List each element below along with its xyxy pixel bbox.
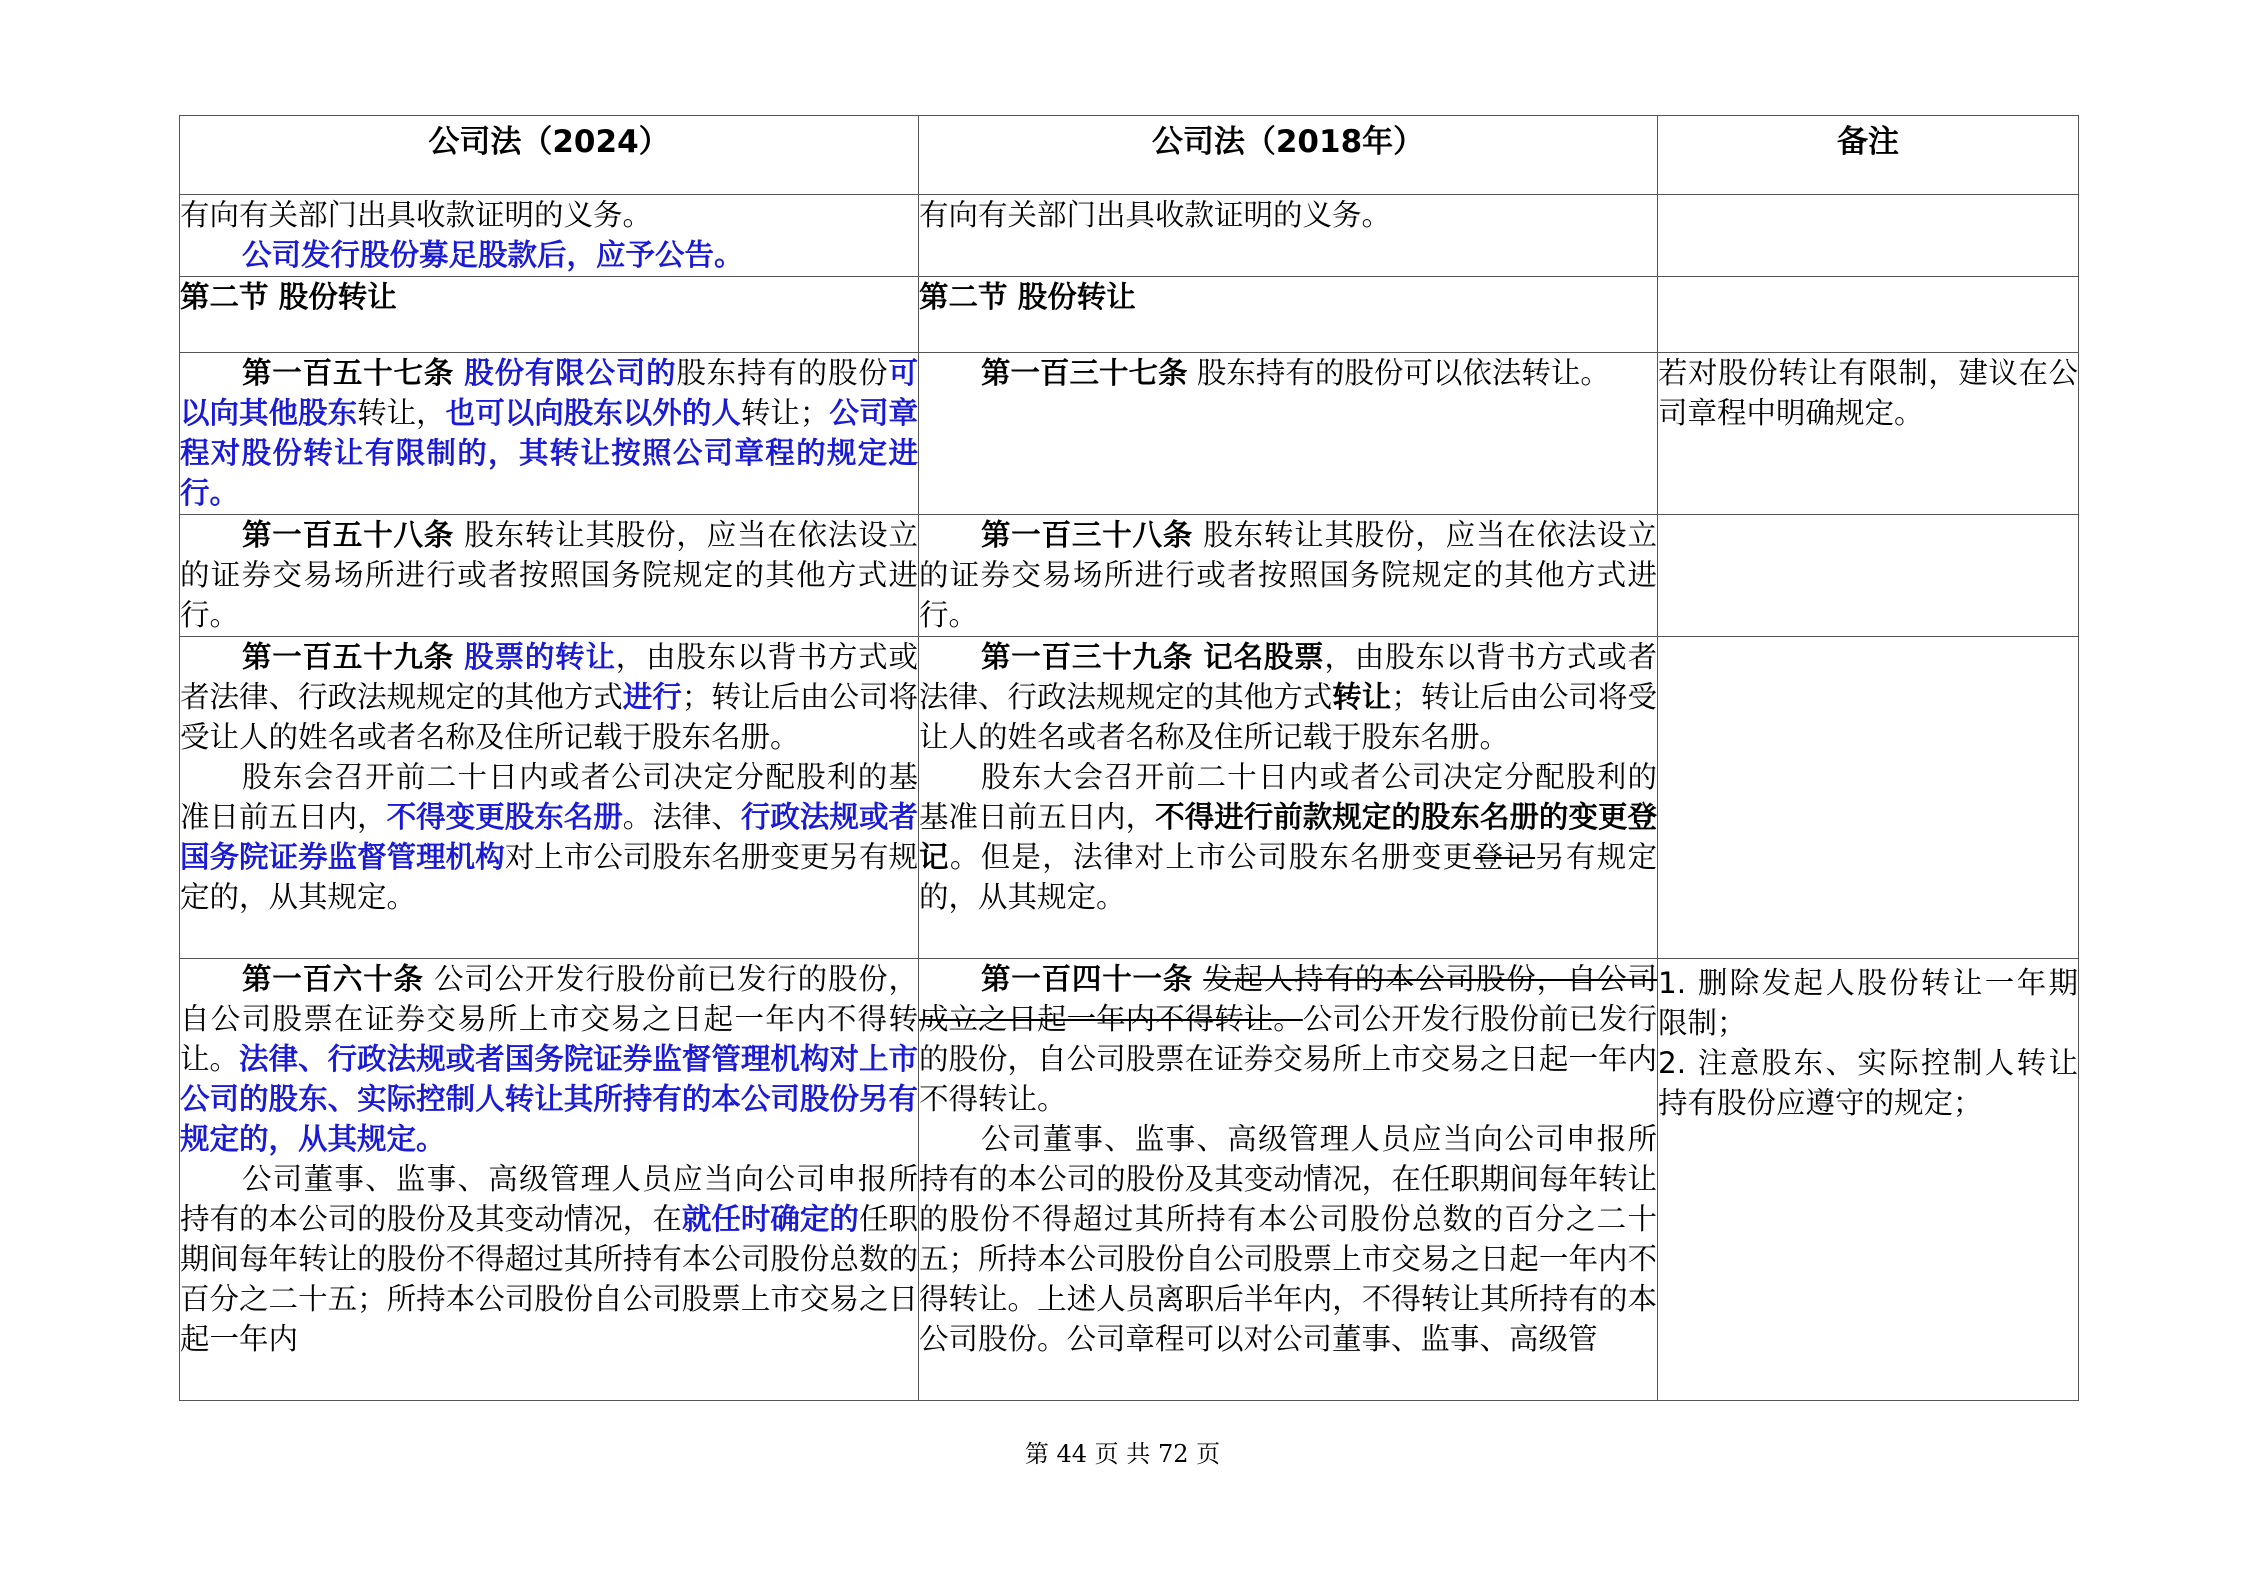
- text: ，由股东以背书方式或者法律、行政法规规定的其他方式: [180, 640, 918, 714]
- text: 公司董事、监事、高级管理人员应当向公司申报所持有的本公司的股份及其变动情况，在: [180, 1162, 918, 1236]
- text-new: 行政法规或者国务院证券监督管理机构: [180, 800, 918, 874]
- text-new: 股份有限公司的: [464, 356, 677, 390]
- table-row: [180, 277, 2079, 353]
- text: 转让，: [357, 396, 446, 430]
- note-item-1: 1. 删除发起人股份转让一年期限制；: [1658, 966, 2078, 1040]
- article-158: [180, 515, 918, 635]
- cell-note: [1658, 515, 2079, 637]
- paragraph: [180, 1159, 918, 1359]
- header-note: 备注: [1658, 116, 2079, 195]
- text: 任职期间每年转让的股份不得超过其所持有本公司股份总数的百分之二十五；所持本公司股份自公司股票上市交易之日起一年内: [180, 1202, 918, 1356]
- cell-note: [1658, 959, 2079, 1401]
- text: ；转让后由公司将受让人的姓名或者名称及住所记载于股东名册。: [180, 680, 918, 754]
- paragraph: [919, 757, 1657, 917]
- paragraph: 有向有关部门出具收款证明的义务。: [180, 198, 653, 232]
- cell-2018: [919, 959, 1658, 1401]
- cell-2018: [919, 515, 1658, 637]
- page-number: 44: [1056, 1440, 1088, 1468]
- text-changed: 记名股票: [1203, 640, 1325, 674]
- text: 。但是，法律对上市公司股东名册变更: [949, 840, 1474, 874]
- text-new: 就任时确定的: [681, 1202, 859, 1236]
- text: 股东转让其股份，应当在依法设立的证券交易场所进行或者按照国务院规定的其他方式进行。: [919, 518, 1657, 632]
- cell-note: [1658, 277, 2079, 353]
- text-new: 不得变更股东名册: [386, 800, 623, 834]
- note-text: 若对股份转让有限制，建议在公司章程中明确规定。: [1658, 356, 2078, 430]
- article-number: 第一百五十九条: [242, 640, 455, 674]
- article-number: 第一百三十七条: [981, 356, 1188, 390]
- cell-note: [1658, 353, 2079, 515]
- section-heading-2024: 第二节 股份转让: [180, 277, 919, 353]
- table-row: [180, 195, 2079, 277]
- cell-2018: [919, 637, 1658, 959]
- table-row: [180, 353, 2079, 515]
- page-footer: [0, 1434, 2245, 1469]
- paragraph-new: 公司发行股份募足股款后，应予公告。: [242, 238, 744, 272]
- text-new: 也可以向股东以外的人: [445, 396, 741, 430]
- article-number: 第一百五十八条: [242, 518, 455, 552]
- comparison-table: [179, 115, 2079, 1401]
- article-number: 第一百四十一条: [981, 962, 1194, 996]
- text: 公司公开发行股份前已发行的股份，自公司股票在证券交易所上市交易之日起一年内不得转让。: [919, 1002, 1657, 1116]
- text: ，由股东以背书方式或者法律、行政法规规定的其他方式: [919, 640, 1657, 714]
- article-137: [919, 353, 1657, 393]
- text: 另有规定的，从其规定。: [919, 840, 1657, 914]
- text: 公司公开发行股份前已发行的股份，自公司股票在证券交易所上市交易之日起一年内不得转让。: [180, 962, 918, 1076]
- paragraph: 公司董事、监事、高级管理人员应当向公司申报所持有的本公司的股份及其变动情况，在任职期间每年转让的股份不得超过其所持有本公司股份总数的百分之二十五；所持本公司股份自公司股票上市交易之日起一年内不得转让。上述人员离职后半年内，不得转让其所持有的本公司股份。公司章程可以对公司董事、监事、高级管: [919, 1122, 1657, 1356]
- cell-2024: [180, 353, 919, 515]
- text: ；转让后由公司将受让人的姓名或者名称及住所记载于股东名册。: [919, 680, 1657, 754]
- text-new: 法律、行政法规或者国务院证券监督管理机构对上市公司的股东、实际控制人转让其所持有的本公司股份另有规定的，从其规定。: [180, 1042, 918, 1156]
- article-138: [919, 515, 1657, 635]
- cell-2024: [180, 515, 919, 637]
- article-number: 第一百三十八条: [981, 518, 1194, 552]
- article-159: [180, 637, 918, 757]
- article-160: [180, 959, 918, 1159]
- article-157: [180, 353, 918, 513]
- section-heading-2018: 第二节 股份转让: [919, 277, 1658, 353]
- text: 股东会召开前二十日内或者公司决定分配股利的基准日前五日内，: [180, 760, 918, 834]
- cell-2018: [919, 353, 1658, 515]
- text: 转让；: [740, 396, 830, 430]
- text: 股东持有的股份: [676, 356, 889, 390]
- text-deleted: 登记: [1473, 840, 1536, 874]
- text-new: 股票的转让: [464, 640, 616, 674]
- text: 股东大会召开前二十日内或者公司决定分配股利的基准日前五日内，: [919, 760, 1657, 834]
- text-new: 可以向其他股东: [180, 356, 918, 430]
- cell-2024: [180, 195, 919, 277]
- footer-prefix: 第: [1024, 1440, 1049, 1468]
- text: 股东转让其股份，应当在依法设立的证券交易场所进行或者按照国务院规定的其他方式进行。: [180, 518, 918, 632]
- article-139: [919, 637, 1657, 757]
- footer-middle: 页 共: [1094, 1440, 1151, 1468]
- text: 股东持有的股份可以依法转让。: [1196, 356, 1610, 390]
- cell-2024: [180, 637, 919, 959]
- text-deleted: 发起人持有的本公司股份，自公司成立之日起一年内不得转让。: [919, 962, 1657, 1036]
- header-2018: 公司法（2018年）: [919, 116, 1658, 195]
- text-new: 公司章程对股份转让有限制的，其转让按照公司章程的规定进行。: [180, 396, 918, 510]
- paragraph: [180, 757, 918, 917]
- header-2024: 公司法（2024）: [180, 116, 919, 195]
- text-new: 进行: [622, 680, 682, 714]
- article-number: 第一百五十七条: [242, 356, 455, 390]
- page-total: 72: [1157, 1440, 1189, 1468]
- header-row: [180, 116, 2079, 195]
- text-changed: 不得进行前款规定的股东名册的变更登记: [919, 800, 1657, 874]
- table-row: [180, 637, 2079, 959]
- article-141: [919, 959, 1657, 1119]
- text: 对上市公司股东名册变更另有规定的，从其规定。: [180, 840, 918, 914]
- table-row: [180, 959, 2079, 1401]
- text-changed: 转让: [1332, 680, 1392, 714]
- cell-2024: [180, 959, 919, 1401]
- footer-suffix: 页: [1196, 1440, 1221, 1468]
- cell-note: [1658, 637, 2079, 959]
- note-item-2: 2. 注意股东、实际控制人转让持有股份应遵守的规定；: [1658, 1046, 2078, 1120]
- cell-note: [1658, 195, 2079, 277]
- text: 。法律、: [622, 800, 741, 834]
- table-row: [180, 515, 2079, 637]
- paragraph: 有向有关部门出具收款证明的义务。: [919, 198, 1392, 232]
- cell-2018: [919, 195, 1658, 277]
- article-number: 第一百三十九条: [981, 640, 1194, 674]
- article-number: 第一百六十条: [242, 962, 424, 996]
